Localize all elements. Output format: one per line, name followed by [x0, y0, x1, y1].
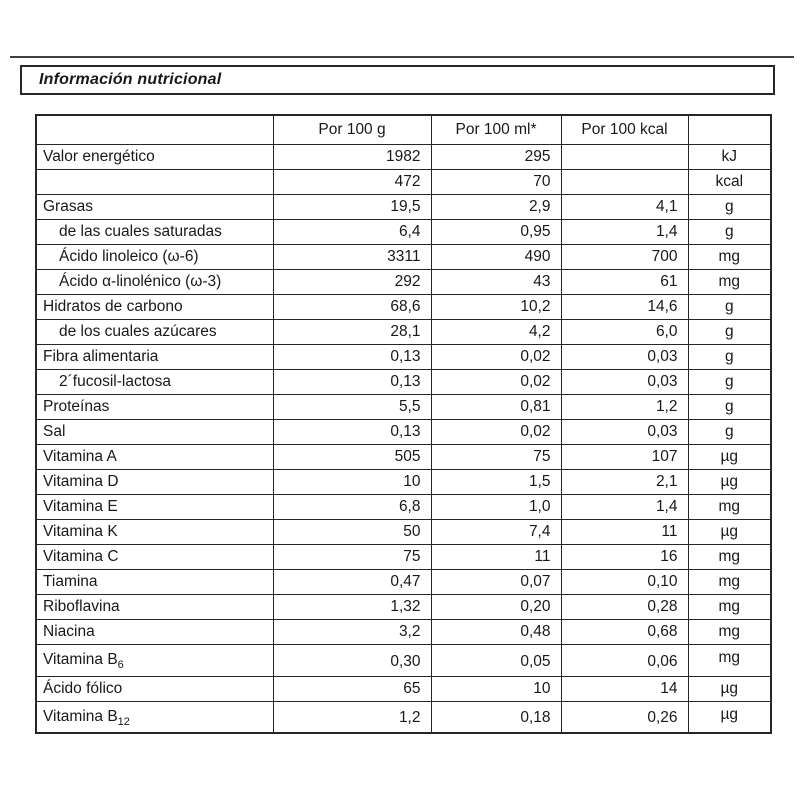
value-per-100g: 3311: [273, 244, 431, 269]
row-label-text: Valor energético: [43, 147, 155, 165]
value-per-100g: 10: [273, 469, 431, 494]
unit-cell: µg: [688, 444, 771, 469]
table-row: [36, 269, 771, 294]
table-row: [36, 169, 771, 194]
row-label: [36, 676, 273, 701]
value-per-100kcal: 700: [561, 244, 688, 269]
value-per-100kcal: 0,03: [561, 369, 688, 394]
value-per-100g: 3,2: [273, 619, 431, 644]
row-label-text: Ácido fólico: [43, 679, 123, 697]
row-label-text: Grasas: [43, 197, 93, 215]
column-header-unit: [688, 115, 771, 144]
value-per-100ml: 7,4: [431, 519, 561, 544]
value-per-100g: 65: [273, 676, 431, 701]
value-per-100g: 472: [273, 169, 431, 194]
value-per-100g: 0,13: [273, 419, 431, 444]
value-per-100ml: 0,07: [431, 569, 561, 594]
table-row: [36, 344, 771, 369]
nutrition-table-header: [36, 115, 771, 144]
row-label-text: Vitamina K: [43, 522, 118, 540]
column-header-per-100ml: Por 100 ml*: [431, 115, 561, 144]
unit-cell: µg: [688, 676, 771, 701]
table-row: [36, 244, 771, 269]
table-row: [36, 569, 771, 594]
unit-cell: g: [688, 344, 771, 369]
value-per-100ml: 4,2: [431, 319, 561, 344]
table-row: [36, 144, 771, 169]
value-per-100g: 0,13: [273, 344, 431, 369]
row-label-text: Ácido α-linolénico (ω-3): [59, 272, 222, 290]
value-per-100kcal: 0,03: [561, 344, 688, 369]
row-label-text: Vitamina A: [43, 447, 117, 465]
unit-cell: kJ: [688, 144, 771, 169]
value-per-100kcal: 0,68: [561, 619, 688, 644]
unit-cell: mg: [688, 569, 771, 594]
row-label: [36, 244, 273, 269]
row-label: [36, 194, 273, 219]
value-per-100ml: 0,05: [431, 644, 561, 676]
row-label-text: Niacina: [43, 622, 95, 640]
row-label-text: 2´fucosil-lactosa: [59, 372, 171, 390]
value-per-100g: 6,8: [273, 494, 431, 519]
table-row: [36, 219, 771, 244]
table-row: [36, 369, 771, 394]
row-label: [36, 369, 273, 394]
row-label-text: Hidratos de carbono: [43, 297, 183, 315]
value-per-100ml: 2,9: [431, 194, 561, 219]
value-per-100g: 28,1: [273, 319, 431, 344]
row-label-text: Vitamina B: [43, 651, 118, 668]
value-per-100g: 0,13: [273, 369, 431, 394]
value-per-100g: 292: [273, 269, 431, 294]
value-per-100kcal: 14: [561, 676, 688, 701]
column-header-per-100g: Por 100 g: [273, 115, 431, 144]
section-title-box: [20, 65, 775, 95]
row-label-subscript: 12: [117, 715, 130, 728]
row-label: [36, 644, 273, 676]
row-label: [36, 619, 273, 644]
value-per-100g: 5,5: [273, 394, 431, 419]
value-per-100ml: 0,02: [431, 369, 561, 394]
value-per-100kcal: 4,1: [561, 194, 688, 219]
unit-cell: mg: [688, 644, 771, 676]
row-label-subscript: 6: [117, 659, 124, 672]
row-label-text: de las cuales saturadas: [59, 222, 222, 240]
table-row: [36, 444, 771, 469]
value-per-100ml: 75: [431, 444, 561, 469]
row-label-text: Proteínas: [43, 397, 110, 415]
unit-cell: g: [688, 294, 771, 319]
value-per-100ml: 1,5: [431, 469, 561, 494]
value-per-100kcal: 16: [561, 544, 688, 569]
value-per-100g: 1,32: [273, 594, 431, 619]
unit-cell: mg: [688, 619, 771, 644]
value-per-100ml: 43: [431, 269, 561, 294]
table-row: [36, 494, 771, 519]
table-row: [36, 294, 771, 319]
value-per-100kcal: 61: [561, 269, 688, 294]
row-label-text: Vitamina E: [43, 497, 118, 515]
unit-cell: g: [688, 319, 771, 344]
nutrition-table-body: [36, 144, 771, 733]
row-label: [36, 419, 273, 444]
unit-cell: mg: [688, 244, 771, 269]
value-per-100ml: 0,18: [431, 701, 561, 733]
value-per-100kcal: 1,4: [561, 494, 688, 519]
table-row: [36, 319, 771, 344]
value-per-100ml: 0,48: [431, 619, 561, 644]
value-per-100kcal: 2,1: [561, 469, 688, 494]
table-row: [36, 469, 771, 494]
value-per-100kcal: 0,26: [561, 701, 688, 733]
table-row: [36, 676, 771, 701]
value-per-100g: 505: [273, 444, 431, 469]
row-label-text: Vitamina D: [43, 472, 119, 490]
unit-cell: mg: [688, 494, 771, 519]
value-per-100kcal: 11: [561, 519, 688, 544]
row-label-text: de los cuales azúcares: [59, 322, 217, 340]
unit-cell: g: [688, 369, 771, 394]
value-per-100kcal: [561, 169, 688, 194]
row-label: [36, 319, 273, 344]
value-per-100ml: 10,2: [431, 294, 561, 319]
value-per-100g: 0,30: [273, 644, 431, 676]
column-header-per-100kcal: Por 100 kcal: [561, 115, 688, 144]
row-label: [36, 294, 273, 319]
unit-cell: g: [688, 394, 771, 419]
unit-cell: mg: [688, 269, 771, 294]
table-row: [36, 519, 771, 544]
row-label: [36, 394, 273, 419]
row-label: [36, 519, 273, 544]
value-per-100ml: 10: [431, 676, 561, 701]
value-per-100g: 75: [273, 544, 431, 569]
value-per-100ml: 70: [431, 169, 561, 194]
value-per-100g: 50: [273, 519, 431, 544]
table-row: [36, 544, 771, 569]
value-per-100kcal: 1,2: [561, 394, 688, 419]
row-label: [36, 169, 273, 194]
unit-cell: mg: [688, 594, 771, 619]
value-per-100g: 0,47: [273, 569, 431, 594]
value-per-100kcal: 6,0: [561, 319, 688, 344]
value-per-100ml: 490: [431, 244, 561, 269]
page-title: Información nutricional: [39, 71, 222, 88]
unit-cell: g: [688, 219, 771, 244]
row-label-text: Ácido linoleico (ω-6): [59, 247, 199, 265]
table-row: [36, 644, 771, 676]
unit-cell: µg: [688, 701, 771, 733]
row-label: [36, 494, 273, 519]
row-label: [36, 144, 273, 169]
value-per-100g: 1982: [273, 144, 431, 169]
value-per-100ml: 0,02: [431, 419, 561, 444]
value-per-100ml: 1,0: [431, 494, 561, 519]
value-per-100kcal: 0,28: [561, 594, 688, 619]
value-per-100kcal: 1,4: [561, 219, 688, 244]
value-per-100g: 6,4: [273, 219, 431, 244]
table-row: [36, 419, 771, 444]
value-per-100g: 68,6: [273, 294, 431, 319]
value-per-100kcal: 0,06: [561, 644, 688, 676]
value-per-100kcal: 0,10: [561, 569, 688, 594]
value-per-100ml: 0,20: [431, 594, 561, 619]
table-row: [36, 619, 771, 644]
value-per-100kcal: [561, 144, 688, 169]
row-label-text: Vitamina C: [43, 547, 119, 565]
unit-cell: g: [688, 194, 771, 219]
unit-cell: µg: [688, 519, 771, 544]
unit-cell: kcal: [688, 169, 771, 194]
value-per-100ml: 0,02: [431, 344, 561, 369]
table-row: [36, 701, 771, 733]
unit-cell: mg: [688, 544, 771, 569]
value-per-100ml: 11: [431, 544, 561, 569]
unit-cell: g: [688, 419, 771, 444]
table-row: [36, 194, 771, 219]
header-row: [36, 115, 771, 144]
value-per-100ml: 295: [431, 144, 561, 169]
row-label-text: Sal: [43, 422, 66, 440]
column-header-blank-left: [36, 115, 273, 144]
value-per-100kcal: 0,03: [561, 419, 688, 444]
unit-cell: µg: [688, 469, 771, 494]
row-label: [36, 344, 273, 369]
row-label: [36, 219, 273, 244]
row-label: [36, 594, 273, 619]
value-per-100kcal: 107: [561, 444, 688, 469]
row-label: [36, 701, 273, 733]
row-label: [36, 469, 273, 494]
table-row: [36, 394, 771, 419]
table-row: [36, 594, 771, 619]
row-label: [36, 269, 273, 294]
value-per-100g: 1,2: [273, 701, 431, 733]
row-label-text: Riboflavina: [43, 597, 120, 615]
nutrition-table: [35, 114, 772, 734]
row-label: [36, 444, 273, 469]
value-per-100g: 19,5: [273, 194, 431, 219]
row-label-text: Vitamina B: [43, 707, 118, 725]
value-per-100ml: 0,81: [431, 394, 561, 419]
row-label-text: Fibra alimentaria: [43, 347, 159, 365]
value-per-100kcal: 14,6: [561, 294, 688, 319]
value-per-100ml: 0,95: [431, 219, 561, 244]
row-label: [36, 569, 273, 594]
row-label-text: Tiamina: [43, 572, 98, 590]
page-top-rule: [10, 56, 794, 58]
row-label: [36, 544, 273, 569]
